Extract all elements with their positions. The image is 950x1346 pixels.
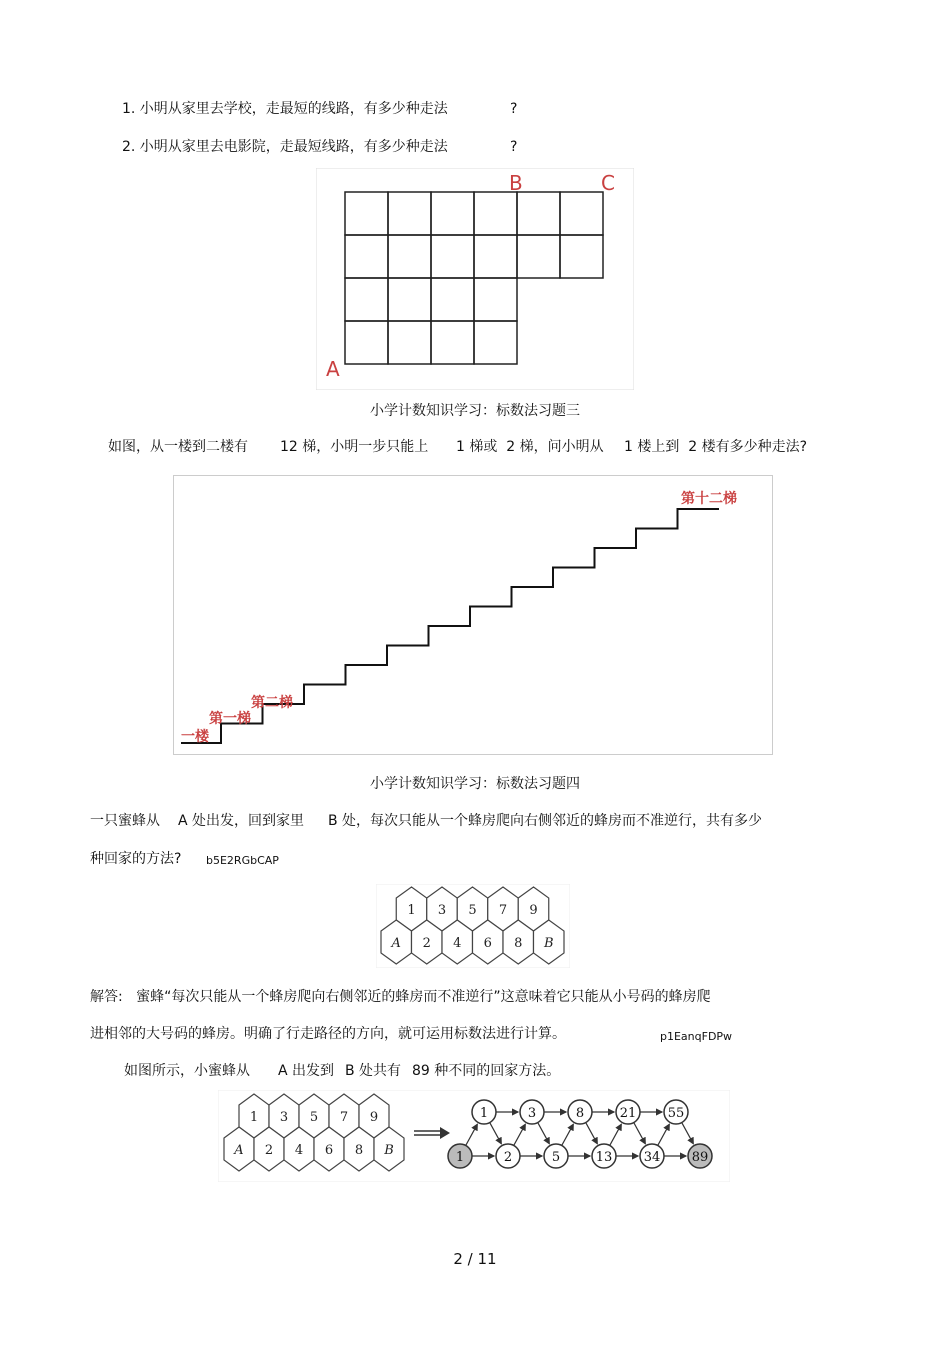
hex-label: 4 — [294, 1143, 304, 1158]
section3-text-3: 1 梯或 2 梯，问小明从 — [456, 439, 604, 455]
hex-graph-figure — [218, 1090, 730, 1182]
answer-text-3c: B 处共有 — [345, 1063, 402, 1079]
graph-node-label: 3 — [527, 1106, 537, 1121]
hex-label: 9 — [529, 903, 538, 918]
question-2-mark: ? — [510, 139, 518, 155]
stairs-label-step2: 第二梯 — [251, 695, 293, 711]
graph-node — [640, 1144, 664, 1168]
stairs-label-floor: 一楼 — [181, 729, 209, 745]
question-1 — [122, 100, 448, 118]
answer-text-3a: 如图所示，小蜜蜂从 — [124, 1063, 250, 1079]
graph-node-label: 5 — [551, 1150, 561, 1165]
question-1-text: 1. 小明从家里去学校，走最短的线路，有多少种走法 — [122, 101, 448, 117]
hex-label: 8 — [514, 936, 523, 951]
hex-label: B — [543, 936, 554, 951]
hex-cells — [381, 887, 564, 964]
graph-node-label: 13 — [595, 1150, 613, 1165]
hex-label: A — [234, 1143, 244, 1158]
answer-text-2: 进相邻的大号码的蜂房。明确了行走路径的方向，就可运用标数法进行计算。 — [90, 1026, 566, 1042]
hex-label: B — [384, 1143, 394, 1158]
grid-label-b: B — [509, 171, 523, 195]
graph-node — [568, 1100, 592, 1124]
section3-text-2: 12 梯，小明一步只能上 — [280, 439, 429, 455]
section4-code: b5E2RGbCAP — [206, 854, 279, 867]
hex-label: 9 — [369, 1110, 379, 1125]
grid-label-c: C — [601, 171, 615, 195]
graph-node — [592, 1144, 616, 1168]
graph-node-label: 89 — [691, 1150, 709, 1165]
section3-title: 小学计数知识学习：标数法习题三 — [370, 403, 580, 419]
stairs-label-step1: 第一梯 — [209, 711, 251, 727]
section3-text-1: 如图，从一楼到二楼有 — [108, 439, 248, 455]
answer-text-3d: 89 种不同的回家方法。 — [412, 1063, 561, 1079]
hex-label: 3 — [279, 1110, 289, 1125]
hex-cells-2 — [224, 1094, 404, 1171]
hex-label: 1 — [407, 903, 416, 918]
graph-node-label: 8 — [575, 1106, 585, 1121]
hex-label: 7 — [498, 903, 508, 918]
section3-text-4: 1 楼上到 2 楼有多少种走法? — [624, 439, 808, 455]
hex-label: 4 — [453, 936, 462, 951]
hex-label: 3 — [437, 903, 447, 918]
graph-node-label: 55 — [667, 1106, 685, 1121]
question-1-mark: ? — [510, 101, 518, 117]
question-2-text: 2. 小明从家里去电影院，走最短线路，有多少种走法 — [122, 139, 448, 155]
hex-label: 5 — [309, 1110, 319, 1125]
hex-label: 1 — [249, 1110, 259, 1125]
answer-text-3b: A 出发到 — [278, 1063, 335, 1079]
graph-node — [664, 1100, 688, 1124]
stairs-label-step12: 第十二梯 — [681, 491, 737, 507]
answer-code: p1EanqFDPw — [660, 1030, 733, 1043]
page-number: 2 / 11 — [453, 1250, 497, 1268]
graph-node-label: 1 — [455, 1150, 465, 1165]
stairs-figure — [173, 475, 773, 755]
hex-label: 7 — [339, 1110, 349, 1125]
section4-text-1b: A 处出发，回到家里 — [178, 813, 305, 829]
graph-node-label: 34 — [643, 1150, 661, 1165]
graph-node — [496, 1144, 520, 1168]
graph-node — [448, 1144, 472, 1168]
graph-node-label: 1 — [479, 1106, 489, 1121]
grid-label-a: A — [326, 357, 340, 381]
hex-label: 5 — [468, 903, 477, 918]
hex-figure — [376, 884, 570, 968]
grid-figure — [316, 168, 634, 390]
graph-node — [472, 1100, 496, 1124]
hex-label: 6 — [483, 936, 492, 951]
graph-node — [544, 1144, 568, 1168]
graph-node-label: 21 — [619, 1106, 637, 1121]
hex-label: 6 — [324, 1143, 334, 1158]
hex-label: 2 — [422, 936, 431, 951]
section4-text-2: 种回家的方法? — [90, 851, 182, 867]
graph-node — [520, 1100, 544, 1124]
section4-text-1a: 一只蜜蜂从 — [90, 813, 160, 829]
answer-text-1: 解答: 蜜蜂“每次只能从一个蜂房爬向右侧邻近的蜂房而不准逆行”这意味着它只能从小号码的蜂房爬 — [90, 989, 711, 1005]
graph-node-label: 2 — [503, 1150, 513, 1165]
section4-text-1c: B 处，每次只能从一个蜂房爬向右侧邻近的蜂房而不准逆行，共有多少 — [328, 813, 763, 829]
question-2 — [122, 138, 448, 156]
graph-node — [616, 1100, 640, 1124]
section4-title: 小学计数知识学习：标数法习题四 — [370, 776, 580, 792]
graph-node — [688, 1144, 712, 1168]
hex-label: 2 — [264, 1143, 274, 1158]
hex-label: A — [391, 936, 401, 951]
hex-label: 8 — [354, 1143, 364, 1158]
